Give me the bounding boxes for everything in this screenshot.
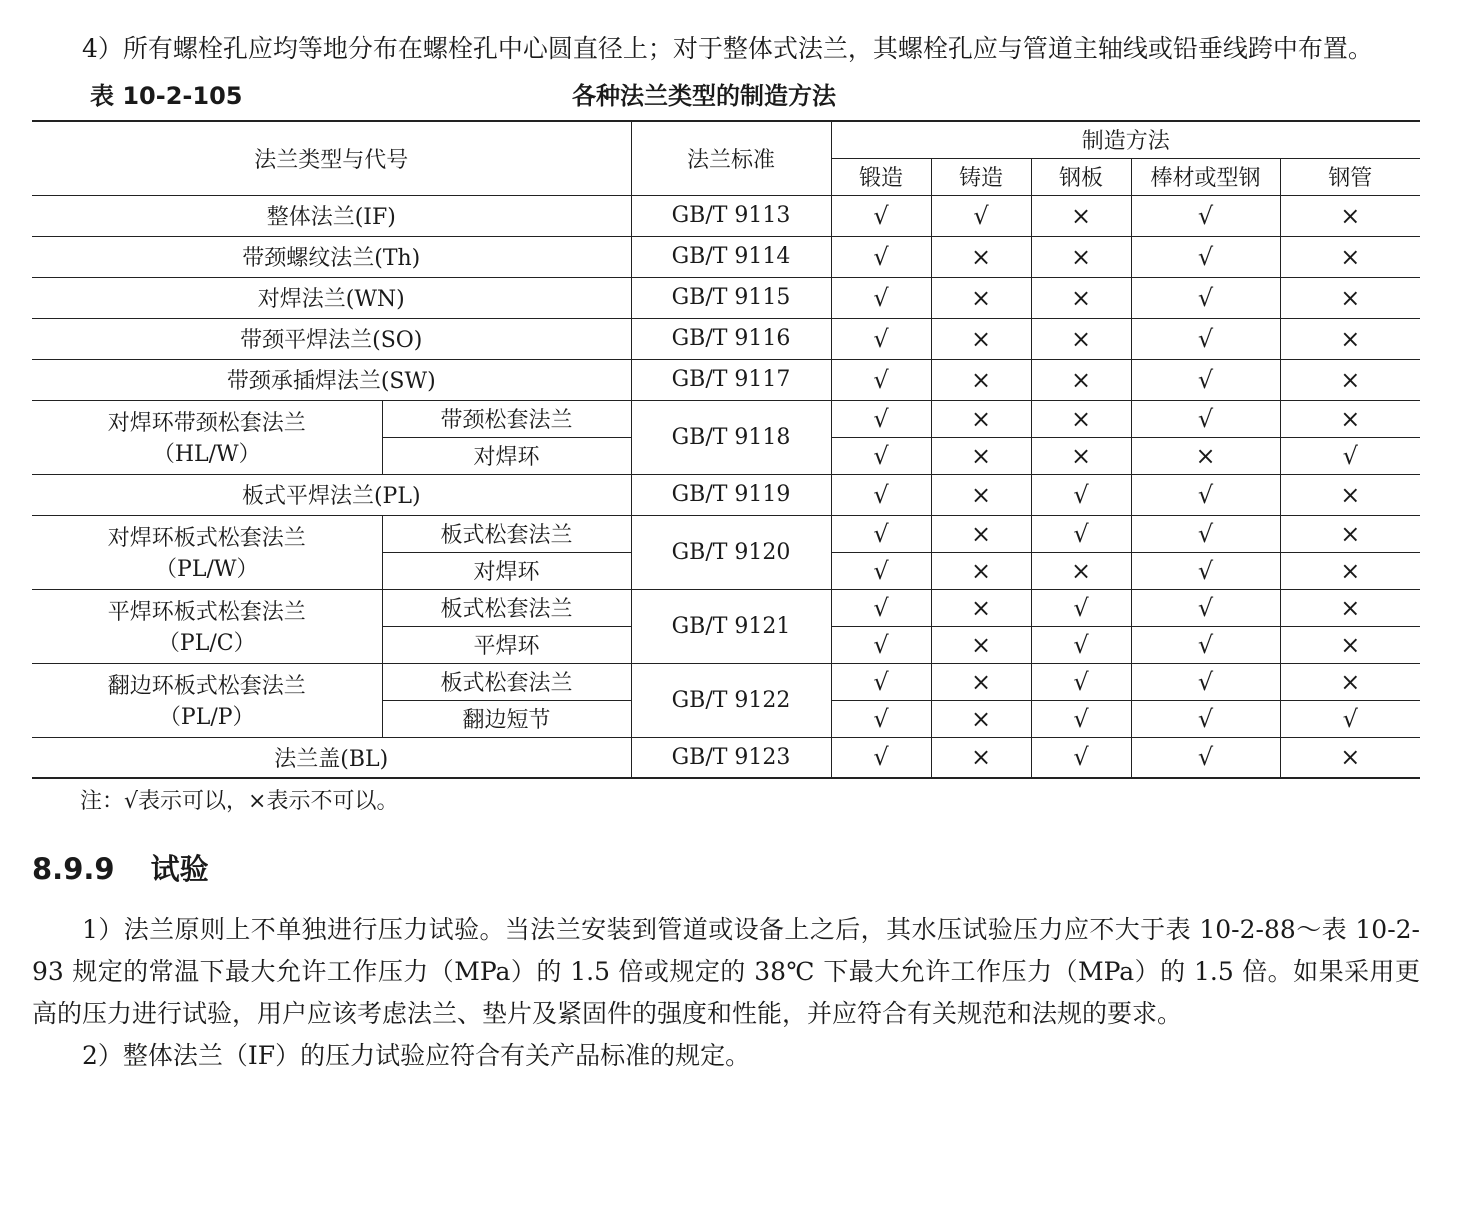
flange-part-cell: 板式松套法兰 — [382, 515, 631, 552]
header-method: 制造方法 — [831, 121, 1420, 158]
method-mark-cell: √ — [1031, 663, 1131, 700]
method-mark-cell: × — [1280, 277, 1420, 318]
method-mark-cell: √ — [831, 195, 931, 236]
method-mark-cell: √ — [831, 318, 931, 359]
method-mark-cell: × — [931, 700, 1031, 737]
table-row — [32, 359, 1420, 400]
flange-group-code: （PL/P） — [158, 705, 255, 730]
method-mark-cell: √ — [831, 552, 931, 589]
flange-group-cell — [32, 663, 382, 737]
method-mark-cell: × — [1280, 663, 1420, 700]
method-mark-cell: √ — [831, 700, 931, 737]
method-mark-cell: × — [1031, 437, 1131, 474]
method-mark-cell: √ — [831, 474, 931, 515]
table-row — [32, 474, 1420, 515]
method-mark-cell: × — [931, 400, 1031, 437]
method-mark-cell: × — [1031, 552, 1131, 589]
method-mark-cell: × — [1131, 437, 1280, 474]
method-mark-cell: √ — [1131, 359, 1280, 400]
flange-group-cell — [32, 589, 382, 663]
method-mark-cell: √ — [1131, 400, 1280, 437]
method-mark-cell: √ — [1131, 626, 1280, 663]
table-row — [32, 195, 1420, 236]
method-mark-cell: × — [1031, 277, 1131, 318]
method-mark-cell: √ — [1031, 515, 1131, 552]
method-mark-cell: √ — [831, 277, 931, 318]
standard-cell: GB/T 9120 — [631, 515, 831, 589]
method-mark-cell: √ — [831, 626, 931, 663]
table-row — [32, 589, 1420, 626]
flange-group-cell — [32, 400, 382, 474]
intro-paragraph: 4）所有螺栓孔应均等地分布在螺栓孔中心圆直径上；对于整体式法兰，其螺栓孔应与管道主轴线或铅垂线跨中布置。 — [82, 34, 1373, 63]
header-standard: 法兰标准 — [631, 121, 831, 195]
method-mark-cell: √ — [831, 400, 931, 437]
method-mark-cell: √ — [1131, 318, 1280, 359]
standard-cell: GB/T 9118 — [631, 400, 831, 474]
header-flange-type: 法兰类型与代号 — [32, 121, 631, 195]
method-mark-cell: × — [1031, 236, 1131, 277]
table-row — [32, 400, 1420, 437]
standard-cell: GB/T 9123 — [631, 737, 831, 778]
method-mark-cell: √ — [1131, 552, 1280, 589]
header-forging: 锻造 — [831, 158, 931, 195]
flange-type-cell: 带颈螺纹法兰(Th) — [32, 236, 631, 277]
method-mark-cell: × — [1031, 400, 1131, 437]
method-mark-cell: √ — [831, 589, 931, 626]
table-caption — [32, 72, 1420, 112]
method-mark-cell: √ — [1031, 626, 1131, 663]
flange-group-code: （PL/W） — [155, 557, 259, 582]
document-page — [32, 28, 1420, 1077]
method-mark-cell: √ — [1280, 700, 1420, 737]
method-mark-cell: × — [1031, 359, 1131, 400]
method-mark-cell: √ — [1131, 700, 1280, 737]
method-mark-cell: √ — [831, 737, 931, 778]
method-mark-cell: √ — [1131, 195, 1280, 236]
method-mark-cell: × — [1280, 400, 1420, 437]
table-row — [32, 236, 1420, 277]
method-mark-cell: √ — [1131, 236, 1280, 277]
method-mark-cell: × — [931, 552, 1031, 589]
standard-cell: GB/T 9119 — [631, 474, 831, 515]
method-mark-cell: × — [931, 626, 1031, 663]
header-casting: 铸造 — [931, 158, 1031, 195]
flange-type-cell: 带颈平焊法兰(SO) — [32, 318, 631, 359]
method-mark-cell: × — [931, 737, 1031, 778]
method-mark-cell: √ — [1131, 663, 1280, 700]
method-mark-cell: √ — [931, 195, 1031, 236]
standard-cell: GB/T 9113 — [631, 195, 831, 236]
method-mark-cell: × — [931, 474, 1031, 515]
flange-part-cell: 带颈松套法兰 — [382, 400, 631, 437]
method-mark-cell: √ — [831, 663, 931, 700]
method-mark-cell: × — [931, 589, 1031, 626]
method-mark-cell: √ — [831, 359, 931, 400]
method-mark-cell: × — [1280, 474, 1420, 515]
method-mark-cell: × — [1031, 318, 1131, 359]
table-note: 注：√表示可以，×表示不可以。 — [80, 789, 399, 814]
method-mark-cell: × — [1280, 626, 1420, 663]
method-mark-cell: √ — [831, 236, 931, 277]
method-mark-cell: × — [931, 359, 1031, 400]
method-mark-cell: × — [931, 236, 1031, 277]
table-body — [32, 195, 1420, 778]
standard-cell: GB/T 9117 — [631, 359, 831, 400]
method-mark-cell: × — [1280, 552, 1420, 589]
method-mark-cell: √ — [1031, 589, 1131, 626]
flange-part-cell: 对焊环 — [382, 437, 631, 474]
method-mark-cell: √ — [1131, 277, 1280, 318]
table-title: 各种法兰类型的制造方法 — [572, 82, 836, 110]
flange-group-code: （PL/C） — [157, 631, 256, 656]
flange-group-name: 对焊环带颈松套法兰 — [107, 411, 306, 436]
table-number: 表 10-2-105 — [90, 82, 243, 110]
method-mark-cell: √ — [1131, 515, 1280, 552]
standard-cell: GB/T 9114 — [631, 236, 831, 277]
section-number: 8.9.9 — [32, 852, 115, 886]
method-mark-cell: √ — [1280, 437, 1420, 474]
method-mark-cell: × — [1280, 589, 1420, 626]
method-mark-cell: × — [931, 318, 1031, 359]
flange-type-cell: 对焊法兰(WN) — [32, 277, 631, 318]
section-paragraph-2: 2）整体法兰（IF）的压力试验应符合有关产品标准的规定。 — [82, 1041, 751, 1070]
method-mark-cell: × — [931, 277, 1031, 318]
method-mark-cell: × — [931, 663, 1031, 700]
flange-part-cell: 对焊环 — [382, 552, 631, 589]
method-mark-cell: × — [1280, 195, 1420, 236]
standard-cell: GB/T 9122 — [631, 663, 831, 737]
flange-type-cell: 带颈承插焊法兰(SW) — [32, 359, 631, 400]
flange-type-cell: 板式平焊法兰(PL) — [32, 474, 631, 515]
standard-cell: GB/T 9121 — [631, 589, 831, 663]
method-mark-cell: × — [1280, 318, 1420, 359]
method-mark-cell: × — [1280, 515, 1420, 552]
method-mark-cell: × — [931, 437, 1031, 474]
standard-cell: GB/T 9116 — [631, 318, 831, 359]
flange-group-name: 对焊环板式松套法兰 — [107, 526, 306, 551]
header-steel-plate: 钢板 — [1031, 158, 1131, 195]
flange-method-table — [32, 120, 1420, 779]
flange-type-cell: 法兰盖(BL) — [32, 737, 631, 778]
table-row — [32, 318, 1420, 359]
flange-part-cell: 平焊环 — [382, 626, 631, 663]
method-mark-cell: √ — [1131, 474, 1280, 515]
method-mark-cell: √ — [1131, 589, 1280, 626]
method-mark-cell: × — [1280, 236, 1420, 277]
flange-type-cell: 整体法兰(IF) — [32, 195, 631, 236]
method-mark-cell: √ — [1031, 700, 1131, 737]
section-paragraph-1: 1）法兰原则上不单独进行压力试验。当法兰安装到管道或设备上之后，其水压试验压力应不大于表 10-2-88～表 10-2-93 规定的常温下最大允许工作压力（MPa）的 1.5 倍或规定的 38℃ 下最大允许工作压力（MPa）的 1.5 倍。如果采用更高的压力进行试验，用户应该考虑法兰、垫片及紧固件的强度和性能，并应符合有关规范和法规的要求。 — [32, 915, 1420, 1028]
header-bar-section: 棒材或型钢 — [1131, 158, 1280, 195]
flange-part-cell: 翻边短节 — [382, 700, 631, 737]
table-row — [32, 663, 1420, 700]
method-mark-cell: × — [1280, 359, 1420, 400]
flange-group-cell — [32, 515, 382, 589]
method-mark-cell: √ — [1131, 737, 1280, 778]
section-heading — [32, 849, 1420, 889]
method-mark-cell: √ — [831, 515, 931, 552]
method-mark-cell: √ — [831, 437, 931, 474]
section-title: 试验 — [150, 852, 209, 886]
flange-group-name: 平焊环板式松套法兰 — [107, 600, 306, 625]
standard-cell: GB/T 9115 — [631, 277, 831, 318]
method-mark-cell: × — [1031, 195, 1131, 236]
flange-group-name: 翻边环板式松套法兰 — [107, 674, 306, 699]
flange-group-code: （HL/W） — [152, 442, 261, 467]
table-row — [32, 515, 1420, 552]
method-mark-cell: × — [1280, 737, 1420, 778]
method-mark-cell: √ — [1031, 474, 1131, 515]
flange-part-cell: 板式松套法兰 — [382, 663, 631, 700]
flange-part-cell: 板式松套法兰 — [382, 589, 631, 626]
method-mark-cell: × — [931, 515, 1031, 552]
table-row — [32, 277, 1420, 318]
header-steel-pipe: 钢管 — [1280, 158, 1420, 195]
table-row — [32, 737, 1420, 778]
method-mark-cell: √ — [1031, 737, 1131, 778]
